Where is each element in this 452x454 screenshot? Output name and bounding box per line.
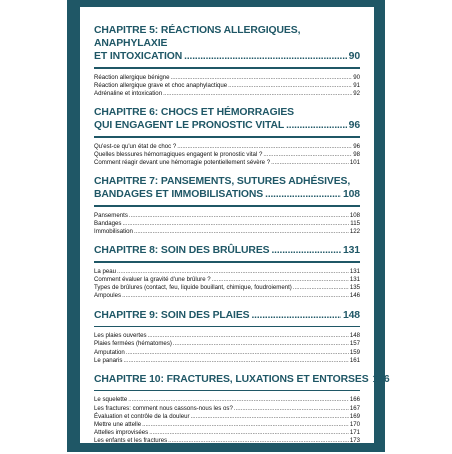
chapter-divider	[94, 67, 360, 69]
toc-entry[interactable]	[94, 276, 360, 284]
toc-entry[interactable]	[94, 82, 360, 90]
entry-page-number: 90	[353, 73, 360, 81]
toc-entry[interactable]	[94, 396, 360, 404]
chapter-page-number: 148	[342, 309, 360, 321]
chapter-heading[interactable]	[94, 24, 360, 63]
leader-dots	[177, 143, 352, 151]
leader-dots	[117, 268, 349, 276]
leader-dots	[228, 82, 352, 90]
leader-dots	[173, 340, 349, 348]
entry-label: Réaction allergique grave et choc anaphylactique	[94, 81, 228, 89]
entry-page-number: 131	[349, 276, 360, 284]
toc-entry[interactable]	[94, 357, 360, 365]
entry-label: Immobilisation	[94, 228, 133, 236]
table-of-contents	[94, 24, 390, 454]
entry-page-number: 98	[353, 150, 360, 158]
entry-label: Bandages	[94, 219, 122, 227]
toc-entry[interactable]	[94, 212, 360, 220]
chapter-section	[94, 24, 360, 98]
entry-page-number: 91	[353, 81, 360, 89]
entry-label: Types de brûlures (contact, feu, liquide bouillant, chimique, foudroiement)	[94, 284, 292, 292]
entry-page-number: 108	[349, 211, 360, 219]
toc-entry[interactable]	[94, 332, 360, 340]
toc-entry[interactable]	[94, 284, 360, 292]
leader-dots	[191, 413, 349, 421]
chapter-heading[interactable]	[94, 106, 360, 132]
chapter-divider	[94, 390, 360, 392]
toc-entry[interactable]	[94, 90, 360, 98]
entry-page-number: 115	[350, 219, 360, 227]
chapter-title-line: ET INTOXICATION	[94, 51, 183, 62]
toc-entry[interactable]	[94, 437, 360, 445]
leader-dots	[171, 74, 353, 82]
entry-page-number: 166	[349, 396, 360, 404]
entry-page-number: 159	[349, 348, 360, 356]
leader-dots	[252, 309, 341, 322]
entry-label: Le panaris	[94, 356, 123, 364]
leader-dots	[122, 292, 349, 300]
leader-dots	[293, 284, 349, 292]
entry-label: Réaction allergique bénigne	[94, 73, 170, 81]
entry-page-number: 146	[349, 292, 360, 300]
chapter-title-row	[94, 244, 360, 257]
leader-dots	[149, 429, 349, 437]
entry-label: Quelles blessures hémorragiques engagent le pronostic vital ?	[94, 150, 263, 158]
entry-label: Amputation	[94, 348, 125, 356]
entry-page-number: 169	[349, 412, 360, 420]
chapter-title-line: BANDAGES ET IMMOBILISATIONS	[94, 189, 264, 201]
chapter-title-line: CHAPITRE 9: SOIN DES PLAIES	[94, 309, 250, 321]
toc-entry[interactable]	[94, 340, 360, 348]
entry-label: Comment évaluer la gravité d'une brûlure ?	[94, 276, 211, 284]
entry-label: La peau	[94, 267, 117, 275]
chapter-heading[interactable]	[94, 309, 360, 322]
leader-dots	[263, 151, 352, 159]
entry-label: Évaluation et contrôle de la douleur	[94, 412, 190, 420]
entry-list	[94, 332, 360, 365]
entry-page-number: 135	[349, 284, 360, 292]
entry-label: Le squelette	[94, 396, 128, 404]
entry-page-number: 92	[353, 89, 360, 97]
entry-label: Adrénaline et intoxication	[94, 89, 163, 97]
leader-dots	[148, 332, 349, 340]
entry-page-number: 157	[349, 340, 360, 348]
entry-page-number: 161	[349, 356, 360, 364]
chapter-title-line: CHAPITRE 6: CHOCS ET HÉMORRAGIES	[94, 107, 295, 119]
entry-page-number: 173	[349, 437, 360, 445]
entry-page-number: 167	[349, 404, 360, 412]
entry-page-number: 131	[349, 267, 360, 275]
chapter-page-number: 96	[348, 120, 360, 132]
chapter-divider	[94, 205, 360, 207]
entry-page-number: 148	[349, 332, 360, 340]
chapter-section	[94, 309, 360, 365]
toc-entry[interactable]	[94, 429, 360, 437]
leader-dots	[184, 50, 346, 63]
toc-entry[interactable]	[94, 421, 360, 429]
chapter-divider	[94, 261, 360, 263]
chapter-title-row	[94, 119, 360, 132]
toc-entry[interactable]	[94, 151, 360, 159]
entry-list	[94, 212, 360, 237]
entry-list	[94, 143, 360, 168]
toc-entry[interactable]	[94, 143, 360, 151]
chapter-section	[94, 244, 360, 300]
leader-dots	[122, 220, 349, 228]
entry-label: Les fractures: comment nous cassons-nous les os?	[94, 404, 233, 412]
entry-list	[94, 268, 360, 301]
entry-page-number: 96	[353, 142, 360, 150]
leader-dots	[168, 437, 349, 445]
chapter-heading[interactable]	[94, 373, 390, 386]
entry-label: Attelles improvisées	[94, 429, 149, 437]
leader-dots	[163, 90, 352, 98]
entry-list	[94, 396, 360, 445]
entry-page-number: 170	[349, 421, 360, 429]
chapter-divider	[94, 326, 360, 328]
toc-entry[interactable]	[94, 405, 360, 413]
chapter-title-line: QUI ENGAGENT LE PRONOSTIC VITAL	[94, 120, 285, 132]
leader-dots	[272, 244, 341, 257]
chapter-page-number: 108	[342, 189, 360, 201]
chapter-section	[94, 175, 360, 236]
toc-entry[interactable]	[94, 220, 360, 228]
chapter-section	[94, 106, 360, 167]
toc-entry[interactable]	[94, 413, 360, 421]
toc-entry[interactable]	[94, 292, 360, 300]
chapter-divider	[94, 136, 360, 138]
leader-dots	[134, 228, 349, 236]
toc-entry[interactable]	[94, 228, 360, 236]
leader-dots	[128, 396, 349, 404]
chapter-title-row	[94, 50, 360, 63]
entry-page-number: 101	[349, 159, 360, 167]
leader-dots	[129, 212, 349, 220]
entry-page-number: 122	[349, 228, 360, 236]
entry-page-number: 171	[349, 429, 360, 437]
chapter-title-row	[94, 309, 360, 322]
entry-list	[94, 74, 360, 99]
chapter-page-number: 166	[372, 373, 390, 385]
leader-dots	[212, 276, 349, 284]
entry-label: Qu'est-ce qu'un état de choc ?	[94, 142, 177, 150]
chapter-title-line: CHAPITRE 10: FRACTURES, LUXATIONS ET ENTORSES	[94, 373, 369, 385]
entry-label: Les plaies ouvertes	[94, 332, 147, 340]
chapter-heading[interactable]	[94, 244, 360, 257]
entry-label: Comment réagir devant une hémorragie potentiellement sévère ?	[94, 159, 271, 167]
entry-label: Mettre une attelle	[94, 421, 142, 429]
leader-dots	[286, 119, 347, 132]
chapter-title-line: CHAPITRE 7: PANSEMENTS, SUTURES ADHÉSIVES,	[94, 176, 351, 188]
chapter-heading[interactable]	[94, 175, 360, 201]
entry-label: Pansements	[94, 211, 128, 219]
leader-dots	[271, 159, 349, 167]
chapter-page-number: 90	[348, 51, 360, 62]
toc-entry[interactable]	[94, 268, 360, 276]
toc-entry[interactable]	[94, 349, 360, 357]
leader-dots	[126, 349, 349, 357]
chapter-page-number: 131	[342, 245, 360, 257]
chapter-title-row	[94, 188, 360, 201]
chapter-title-line: CHAPITRE 8: SOIN DES BRÛLURES	[94, 245, 270, 257]
leader-dots	[234, 405, 349, 413]
entry-label: Ampoules	[94, 292, 122, 300]
leader-dots	[142, 421, 349, 429]
toc-entry[interactable]	[94, 74, 360, 82]
leader-dots	[123, 357, 348, 365]
entry-label: Les enfants et les fractures	[94, 437, 168, 445]
entry-label: Plaies fermées (hématomes)	[94, 340, 172, 348]
toc-entry[interactable]	[94, 159, 360, 167]
chapter-section	[94, 373, 390, 446]
chapter-title-line: CHAPITRE 5: RÉACTIONS ALLERGIQUES, ANAPHYLAXIE	[94, 25, 301, 49]
chapter-title-row	[94, 373, 390, 386]
toc-page	[80, 7, 390, 445]
leader-dots	[265, 188, 341, 201]
